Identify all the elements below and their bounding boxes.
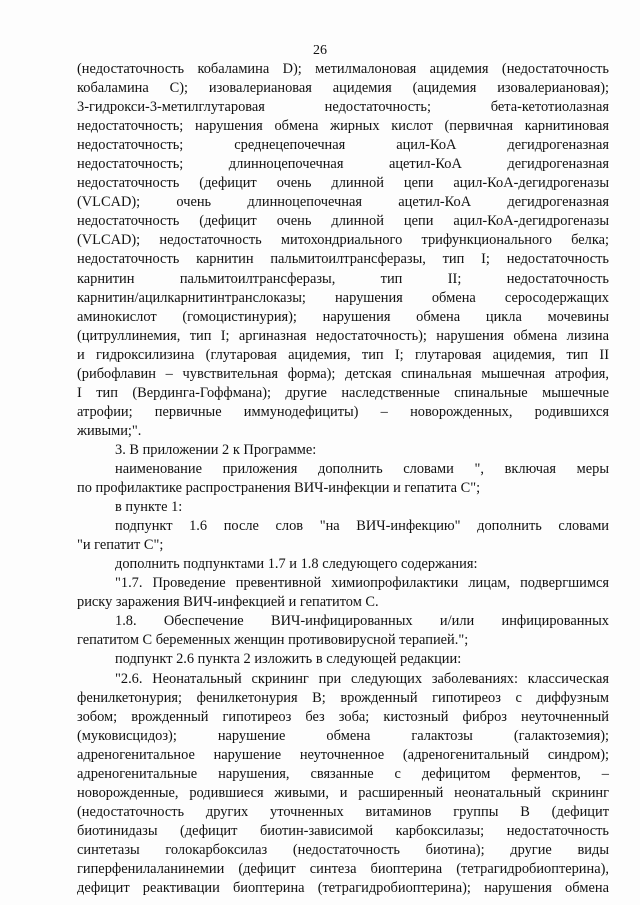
text-line: риску заражения ВИЧ-инфекцией и гепатитом С. — [77, 594, 379, 611]
text-line: недостаточность карнитин пальмитоилтрансферазы, тип I; недостаточность — [77, 251, 609, 268]
text-line: недостаточность (дефицит очень длинной цепи ацил-КоА-дегидрогеназы — [77, 175, 609, 192]
text-line: (цитруллинемия, тип I; аргиназная недостаточность); нарушения обмена лизина — [77, 327, 609, 344]
text-line: и гидроксилизина (глутаровая ацидемия, тип I; глутаровая ацидемия, тип II — [77, 346, 609, 363]
text-line: зобом; врожденный гипотиреоз без зоба; кистозный фиброз неуточненный — [77, 708, 609, 725]
text-line: кобаламина C); изовалериановая ацидемия (ацидемия изовалериановая); — [77, 80, 609, 97]
text-line: новорожденные, родившиеся живыми, и расширенный неонатальный скрининг — [77, 784, 609, 801]
text-line: карнитин пальмитоилтрансферазы, тип II; недостаточность — [77, 270, 609, 287]
section-heading: 3. В приложении 2 к Программе: — [115, 441, 317, 458]
text-line: (муковисцидоз); нарушение обмена галактозы (галактоземия); — [77, 727, 609, 744]
text-line: дополнить подпунктами 1.7 и 1.8 следующего содержания: — [115, 556, 478, 573]
text-line: (рибофлавин – чувствительная форма); детская спинальная мышечная атрофия, — [77, 365, 609, 382]
text-line: фенилкетонурия; фенилкетонурия В; врожденный гипотиреоз с диффузным — [77, 689, 609, 706]
document-body — [77, 60, 609, 898]
page-number: 26 — [313, 43, 327, 58]
text-line: адреногенитальные нарушения, связанные с дефицитом ферментов, – — [77, 765, 609, 782]
text-line: подпункт 2.6 пункта 2 изложить в следующей редакции: — [115, 651, 462, 668]
text-line: недостаточность; длинноцепочечная ацетил-КоА дегидрогеназная — [77, 156, 609, 173]
text-line: недостаточность; нарушения обмена жирных кислот (первичная карнитиновая — [77, 118, 609, 135]
text-line: в пункте 1: — [115, 499, 183, 516]
text-line: 3-гидрокси-3-метилглутаровая недостаточность; бета-кетотиолазная — [77, 99, 609, 116]
text-line: (недостаточность других уточненных витаминов группы В (дефицит — [77, 803, 609, 820]
text-line: гепатитом С беременных женщин противовирусной терапией."; — [77, 632, 469, 649]
text-line: "1.7. Проведение превентивной химиопрофилактики лицам, подвергшимся — [115, 575, 609, 592]
text-line: гиперфенилаланинемии (дефицит синтеза биоптерина (тетрагидробиоптерина), — [77, 860, 609, 877]
text-line: адреногенитальное нарушение неуточненное (адреногенитальный синдром); — [77, 746, 609, 763]
text-line: подпункт 1.6 после слов "на ВИЧ-инфекцию" дополнить словами — [115, 518, 609, 535]
text-line: (VLCAD); очень длинноцепочечная ацетил-КоА дегидрогеназная — [77, 194, 609, 211]
text-line: биотинидазы (дефицит биотин-зависимой карбоксилазы; недостаточность — [77, 822, 609, 839]
text-line: аминокислот (гомоцистинурия); нарушения обмена цикла мочевины — [77, 308, 609, 325]
text-line: I тип (Вердинга-Гоффмана); другие наследственные спинальные мышечные — [77, 384, 609, 401]
text-line: недостаточность; среднецепочечная ацил-КоА дегидрогеназная — [77, 137, 609, 154]
text-line: (недостаточность кобаламина D); метилмалоновая ацидемия (недостаточность — [77, 61, 609, 77]
text-line: (VLCAD); недостаточность митохондриального трифункционального белка; — [77, 232, 609, 249]
text-line: наименование приложения дополнить словами ", включая меры — [115, 460, 609, 477]
text-line: живыми;". — [77, 422, 142, 439]
text-line: атрофии; первичные иммунодефициты) – новорожденных, родившихся — [77, 403, 609, 420]
text-line: карнитин/ацилкарнитинтранслоказы; нарушения обмена серосодержащих — [77, 289, 609, 306]
text-line: синтетазы голокарбоксилаз (недостаточность биотина); другие виды — [77, 841, 609, 858]
text-line: "2.6. Неонатальный скрининг при следующих заболеваниях: классическая — [115, 670, 609, 687]
text-line: "и гепатит С"; — [77, 537, 164, 554]
text-line: недостаточность (дефицит очень длинной цепи ацил-КоА-дегидрогеназы — [77, 213, 609, 230]
text-line: 1.8. Обеспечение ВИЧ-инфицированных и/или инфицированных — [115, 613, 609, 630]
text-line: по профилактике распространения ВИЧ-инфекции и гепатита С"; — [77, 480, 481, 497]
text-line: дефицит реактивации биоптерина (тетрагидробиоптерина); нарушения обмена — [77, 880, 609, 897]
